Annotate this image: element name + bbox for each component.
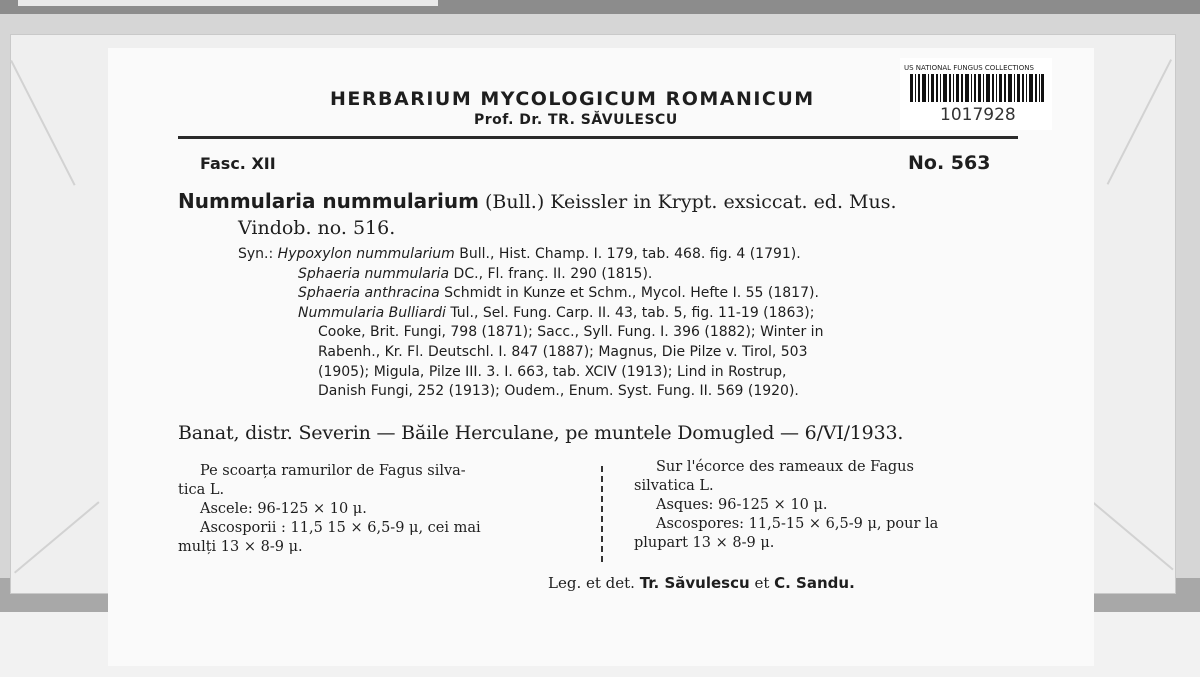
reference-line: Rabenh., Kr. Fl. Deutschl. I. 847 (1887); Magnus, Die Pilze v. Tirol, 503 [318,343,808,360]
synonym-prefix: Syn.: [238,246,278,262]
synonym-line [238,265,1028,285]
mount-paper-strip [18,0,438,6]
species-authority-cont: Vindob. no. 516. [238,217,396,239]
synonym-taxon: Nummularia Bulliardi [298,304,446,321]
description-french [634,458,1030,553]
synonym-reference: Bull., Hist. Champ. I. 179, tab. 468. fig. 4 (1791). [454,246,801,262]
collector-joiner: et [749,574,775,592]
species-authority: (Bull.) Keissler in Krypt. exsiccat. ed. Mus. [478,191,897,213]
spores-measurement-cont: mulți 13 × 8-9 μ. [178,539,303,555]
synonym-reference: DC., Fl. franç. II. 290 (1815). [449,265,653,282]
synonym-taxon: Hypoxylon nummularium [277,246,455,262]
substrate-text-cont: tica L. [178,482,225,498]
description-romanian [178,462,574,557]
reference-line: Danish Fungi, 252 (1913); Oudem., Enum. Syst. Fung. II. 569 (1920). [318,383,799,400]
synonymy-block [238,245,1028,402]
asci-measurement: Ascele: 96-125 × 10 μ. [200,501,367,517]
spores-measurement-cont: plupart 13 × 8-9 μ. [634,535,775,551]
reference-line: (1905); Migula, Pilze III. 3. I. 663, tab. XCIV (1913); Lind in Rostrup, [318,363,787,380]
herbarium-editor: Prof. Dr. TR. SĂVULESCU [474,112,678,128]
collector-prefix: Leg. et det. [548,574,640,592]
synonym-line [238,245,1028,265]
collector-line [548,574,855,592]
synonym-taxon: Sphaeria anthracina [298,285,440,302]
herbarium-title: HERBARIUM MYCOLOGICUM ROMANICUM [330,88,815,110]
species-heading [178,188,1028,241]
barcode-caption: US NATIONAL FUNGUS COLLECTIONS [904,64,1034,72]
substrate-text: Sur l'écorce des rameaux de Fagus [656,459,914,475]
fascicle-label: Fasc. XII [200,154,276,173]
collector-name: C. Sandu. [774,574,855,592]
barcode-bars [910,74,1044,102]
synonym-reference: Schmidt in Kunze et Schm., Mycol. Hefte I. 55 (1817). [439,285,819,302]
reference-line: Cooke, Brit. Fungi, 798 (1871); Sacc., Syll. Fung. I. 396 (1882); Winter in [318,324,824,341]
spores-measurement: Ascosporii : 11,5 15 × 6,5-9 μ, cei mai [200,520,481,536]
collection-locality: Banat, distr. Severin — Băile Herculane, pe muntele Domugled — 6/VI/1933. [178,422,904,444]
header-rule [178,136,1018,139]
synonym-line [238,304,1028,324]
barcode-sticker [900,58,1052,130]
exsiccata-number: No. 563 [908,152,991,174]
synonym-reference: Tul., Sel. Fung. Carp. II. 43, tab. 5, fig. 11-19 (1863); [445,304,815,321]
column-divider [601,466,603,566]
spores-measurement: Ascospores: 11,5-15 × 6,5-9 μ, pour la [656,516,939,532]
barcode-number: 1017928 [940,105,1016,125]
substrate-text: Pe scoarța ramurilor de Fagus silva- [200,463,466,479]
collector-name: Tr. Săvulescu [639,574,750,592]
substrate-text-cont: silvatica L. [634,478,714,494]
synonym-taxon: Sphaeria nummularia [298,265,450,282]
synonym-line [238,284,1028,304]
species-name: Nummularia nummularium [178,189,479,213]
asci-measurement: Asques: 96-125 × 10 μ. [656,497,828,513]
